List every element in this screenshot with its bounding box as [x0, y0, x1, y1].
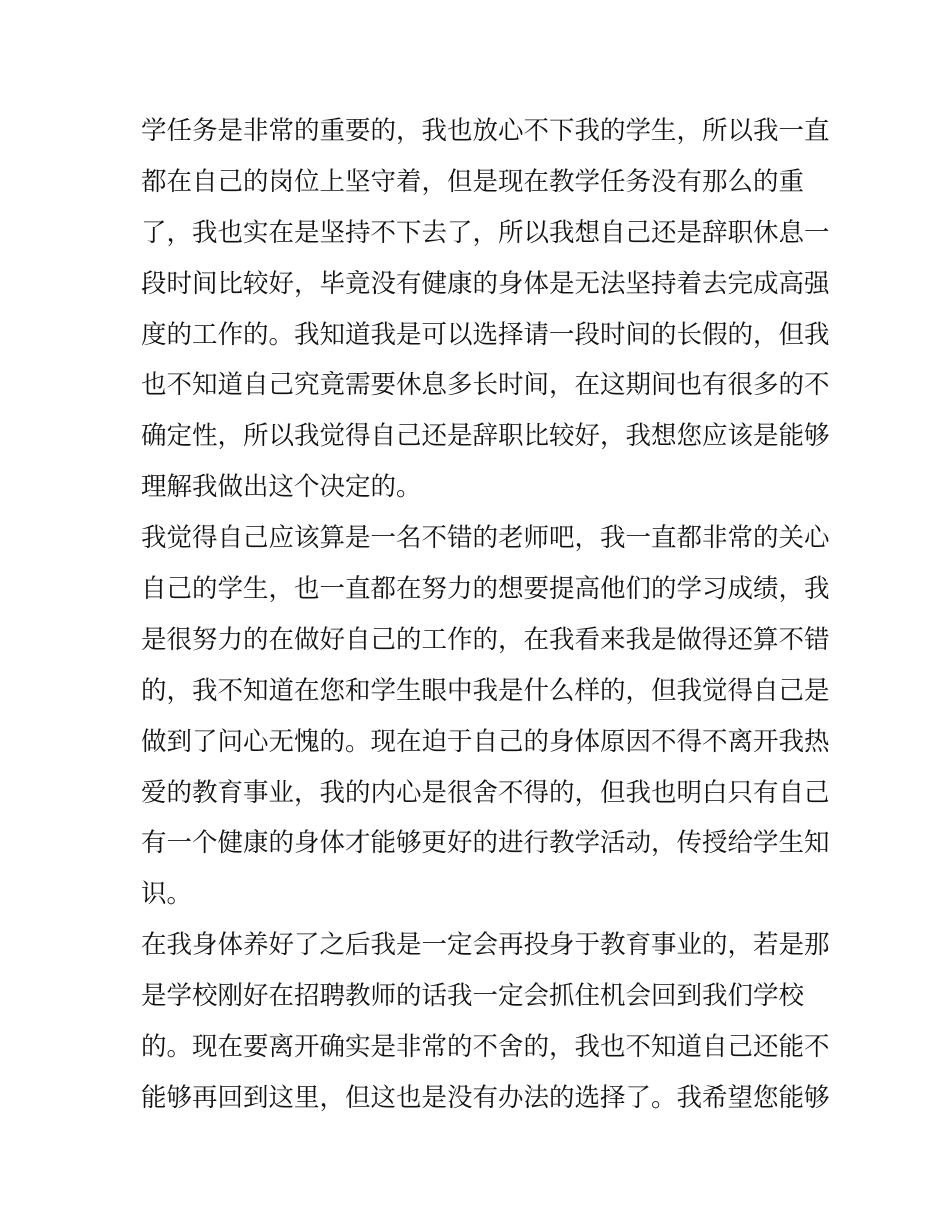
text-line: 做到了问心无愧的。现在迫于自己的身体原因不得不离开我热	[141, 726, 830, 757]
text-line: 度的工作的。我知道我是可以选择请一段时间的长假的，但我	[141, 319, 830, 350]
text-line: 理解我做出这个决定的。	[141, 472, 422, 503]
paragraph	[141, 106, 830, 513]
text-line: 能够再回到这里，但这也是没有办法的选择了。我希望您能够	[141, 1082, 830, 1113]
text-line: 识。	[141, 879, 193, 910]
text-line: 段时间比较好，毕竟没有健康的身体是无法坚持着去完成高强	[141, 268, 830, 299]
text-line: 都在自己的岗位上坚守着，但是现在教学任务没有那么的重	[141, 166, 805, 197]
paragraph	[141, 513, 830, 920]
text-line: 的。现在要离开确实是非常的不舍的，我也不知道自己还能不	[141, 1032, 830, 1063]
text-line: 是学校刚好在招聘教师的话我一定会抓住机会回到我们学校	[141, 981, 805, 1012]
text-line: 学任务是非常的重要的，我也放心不下我的学生，所以我一直	[141, 116, 830, 146]
text-line: 我觉得自己应该算是一名不错的老师吧，我一直都非常的关心	[141, 523, 830, 554]
text-line: 在我身体养好了之后我是一定会再投身于教育事业的，若是那	[141, 930, 830, 961]
text-line: 的，我不知道在您和学生眼中我是什么样的，但我觉得自己是	[141, 675, 830, 706]
text-line: 了，我也实在是坚持不下去了，所以我想自己还是辞职休息一	[141, 217, 830, 248]
text-line: 是很努力的在做好自己的工作的，在我看来我是做得还算不错	[141, 624, 830, 655]
text-line: 有一个健康的身体才能够更好的进行教学活动，传授给学生知	[141, 828, 830, 859]
text-line: 也不知道自己究竟需要休息多长时间，在这期间也有很多的不	[141, 370, 830, 401]
text-line: 自己的学生，也一直都在努力的想要提高他们的学习成绩，我	[141, 574, 830, 605]
text-line: 确定性，所以我觉得自己还是辞职比较好，我想您应该是能够	[141, 421, 830, 452]
text-line: 爱的教育事业，我的内心是很舍不得的，但我也明白只有自己	[141, 777, 830, 808]
document-body	[141, 106, 830, 1124]
paragraph	[141, 920, 830, 1124]
